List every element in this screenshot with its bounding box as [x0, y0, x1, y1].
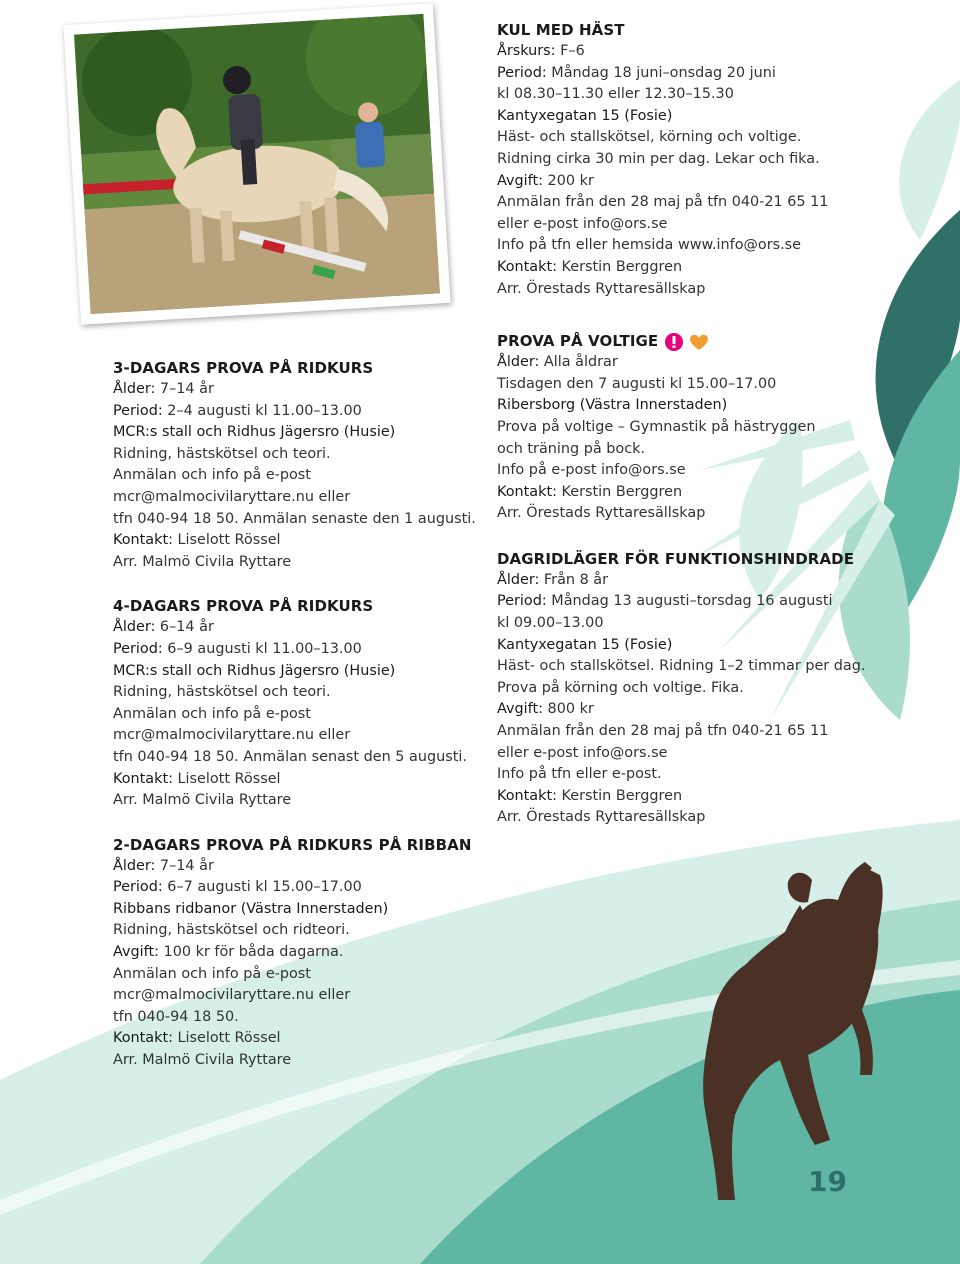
event-detail-line — [113, 725, 483, 747]
event-title — [497, 548, 857, 570]
detail-value: kl 09.00–13.00 — [497, 615, 604, 632]
event-detail-line — [497, 743, 857, 765]
detail-value: Arr. Örestads Ryttaresällskap — [497, 280, 706, 297]
event-detail-line — [113, 444, 483, 466]
event-detail-line — [113, 552, 483, 574]
event-detail-line — [497, 460, 857, 482]
event-detail-line — [113, 704, 483, 726]
detail-value: Ridning, hästskötsel och ridteori. — [113, 922, 350, 939]
detail-value: Anmälan från den 28 maj på tfn 040-21 65 11 — [497, 194, 829, 211]
event-detail-line — [497, 214, 857, 236]
detail-label: Ålder: — [497, 571, 540, 588]
event-title — [113, 834, 483, 856]
detail-value: Kantyxegatan 15 (Fosie) — [497, 636, 673, 653]
event-detail-line — [497, 699, 857, 721]
event-detail-line — [497, 63, 857, 85]
detail-value: Arr. Örestads Ryttaresällskap — [497, 809, 706, 826]
event-detail-line — [113, 1007, 483, 1029]
detail-value: 2–4 augusti kl 11.00–13.00 — [162, 402, 362, 419]
event-detail-line — [497, 503, 857, 525]
detail-value: Liselott Rössel — [172, 770, 281, 787]
event-detail-line — [113, 790, 483, 812]
event-detail-line — [113, 1028, 483, 1050]
event-detail-line — [497, 352, 857, 374]
event-detail-line — [497, 279, 857, 301]
event-detail-line — [113, 465, 483, 487]
detail-value: och träning på bock. — [497, 440, 646, 457]
heart-icon — [690, 334, 708, 349]
detail-value: Ridning cirka 30 min per dag. Lekar och fika. — [497, 150, 820, 167]
event-detail-line — [497, 807, 857, 829]
detail-value: kl 08.30–11.30 eller 12.30–15.30 — [497, 86, 734, 103]
event-detail-line — [497, 395, 857, 417]
detail-value: eller e-post info@ors.se — [497, 744, 668, 761]
event-title — [497, 19, 857, 41]
event-detail-line — [113, 856, 483, 878]
detail-value: Arr. Malmö Civila Ryttare — [113, 553, 292, 570]
detail-value: 6–7 augusti kl 15.00–17.00 — [162, 879, 362, 896]
detail-label: Period: — [113, 879, 163, 896]
event-detail-line — [497, 764, 857, 786]
detail-value: Måndag 13 augusti–torsdag 16 augusti — [546, 593, 833, 610]
teal-curl — [899, 80, 960, 240]
detail-value: Ribbans ridbanor (Västra Innerstaden) — [113, 900, 389, 917]
page-number: 19 — [808, 1165, 847, 1198]
event-detail-line — [113, 920, 483, 942]
left-column — [113, 357, 483, 1095]
detail-value: Prova på körning och voltige. Fika. — [497, 679, 744, 696]
detail-value: Anmälan och info på e-post — [113, 467, 311, 484]
event-detail-line — [113, 617, 483, 639]
detail-value: Anmälan från den 28 maj på tfn 040-21 65 11 — [497, 723, 829, 740]
detail-value: Ridning, hästskötsel och teori. — [113, 445, 331, 462]
detail-value: Kerstin Berggren — [556, 787, 683, 804]
event-section — [497, 330, 857, 525]
event-detail-line — [497, 656, 866, 678]
detail-label: Kontakt: — [113, 532, 173, 549]
detail-value: mcr@malmocivilaryttare.nu eller — [113, 488, 351, 505]
detail-value: 6–14 år — [155, 619, 214, 636]
detail-value: Info på e-post info@ors.se — [497, 462, 686, 479]
detail-label: Ålder: — [113, 857, 156, 874]
detail-label: Period: — [113, 640, 163, 657]
detail-value: MCR:s stall och Ridhus Jägersro (Husie) — [113, 424, 396, 441]
detail-value: 6–9 augusti kl 11.00–13.00 — [162, 640, 362, 657]
exclamation-icon — [665, 333, 683, 351]
event-detail-line — [113, 769, 483, 791]
detail-value: 7–14 år — [155, 381, 214, 397]
event-title-text: 4-DAGARS PROVA PÅ RIDKURS — [113, 597, 374, 616]
detail-value: Från 8 år — [539, 571, 609, 588]
event-detail-line — [113, 661, 483, 683]
detail-value: 800 kr — [542, 701, 594, 718]
detail-label: Period: — [497, 64, 547, 81]
detail-value: Häst- och stallskötsel, körning och voltige. — [497, 129, 802, 146]
event-detail-line — [497, 149, 857, 171]
detail-label: Kontakt: — [113, 770, 173, 787]
event-title-text: KUL MED HÄST — [497, 21, 625, 39]
detail-value: Alla åldrar — [539, 354, 618, 371]
event-detail-line — [113, 487, 483, 509]
detail-label: Avgift: — [113, 944, 159, 961]
event-title-text: DAGRIDLÄGER FÖR FUNKTIONSHINDRADE — [497, 549, 855, 568]
detail-value: Info på tfn eller e-post. — [497, 766, 662, 783]
event-detail-line — [113, 942, 483, 964]
event-title — [113, 357, 483, 379]
detail-value: Kerstin Berggren — [556, 483, 683, 500]
event-detail-line — [113, 985, 483, 1007]
event-detail-line — [113, 401, 483, 423]
detail-label: Period: — [497, 593, 547, 610]
detail-value: tfn 040-94 18 50. — [113, 1008, 239, 1025]
detail-value: 100 kr för båda dagarna. — [158, 944, 344, 961]
photo-illustration — [74, 14, 440, 314]
event-detail-line — [497, 786, 857, 808]
event-section — [497, 19, 857, 300]
detail-label: Ålder: — [497, 354, 540, 371]
detail-label: Avgift: — [497, 701, 543, 718]
event-title-text: 3-DAGARS PROVA PÅ RIDKURS — [113, 359, 374, 377]
event-detail-line — [113, 639, 483, 661]
detail-value: Tisdagen den 7 augusti kl 15.00–17.00 — [497, 375, 777, 392]
detail-value: MCR:s stall och Ridhus Jägersro (Husie) — [113, 662, 396, 679]
detail-label: Kontakt: — [497, 258, 557, 275]
detail-value: Arr. Örestads Ryttaresällskap — [497, 505, 706, 522]
event-detail-line — [497, 192, 857, 214]
event-detail-line — [497, 171, 857, 193]
detail-label: Kontakt: — [113, 1030, 173, 1047]
detail-label: Avgift: — [497, 172, 543, 189]
detail-value: Info på tfn eller hemsida www.info@ors.se — [497, 237, 802, 254]
detail-label: Period: — [113, 402, 163, 419]
event-detail-line — [497, 127, 857, 149]
detail-value: mcr@malmocivilaryttare.nu eller — [113, 987, 351, 1004]
event-detail-line — [113, 747, 483, 769]
right-column — [497, 19, 866, 852]
detail-value: Anmälan och info på e-post — [113, 705, 311, 722]
event-detail-line — [497, 84, 857, 106]
event-title — [497, 330, 857, 352]
event-detail-line — [497, 41, 857, 63]
detail-value: Ribersborg (Västra Innerstaden) — [497, 397, 728, 414]
detail-value: Anmälan och info på e-post — [113, 965, 311, 982]
detail-label: Årskurs: — [497, 43, 556, 59]
event-detail-line — [497, 678, 857, 700]
detail-value: Arr. Malmö Civila Ryttare — [113, 1052, 292, 1069]
detail-label: Kontakt: — [497, 483, 557, 500]
horse-riding-photo — [63, 3, 450, 324]
detail-value: Måndag 18 juni–onsdag 20 juni — [546, 64, 776, 81]
detail-value: Prova på voltige – Gymnastik på hästryggen — [497, 418, 816, 435]
event-detail-line — [497, 235, 857, 257]
detail-value: 200 kr — [542, 172, 594, 189]
event-detail-line — [113, 899, 483, 921]
event-detail-line — [497, 635, 857, 657]
detail-value: 7–14 år — [155, 857, 214, 874]
detail-value: Kantyxegatan 15 (Fosie) — [497, 107, 673, 124]
event-detail-line — [497, 721, 857, 743]
detail-value: Arr. Malmö Civila Ryttare — [113, 792, 292, 809]
detail-value: Kerstin Berggren — [556, 258, 683, 275]
detail-value: Ridning, hästskötsel och teori. — [113, 684, 331, 701]
event-detail-line — [113, 682, 483, 704]
event-detail-line — [113, 1050, 483, 1072]
detail-label: Ålder: — [113, 619, 156, 636]
event-detail-line — [497, 482, 857, 504]
event-detail-line — [113, 509, 483, 531]
event-detail-line — [497, 570, 857, 592]
event-section — [113, 357, 483, 573]
event-detail-line — [113, 530, 483, 552]
detail-value: tfn 040-94 18 50. Anmälan senaste den 1 augusti. — [113, 510, 476, 527]
event-section — [497, 548, 866, 829]
detail-label: Kontakt: — [497, 787, 557, 804]
detail-label: Ålder: — [113, 381, 156, 397]
event-section — [113, 834, 483, 1072]
event-detail-line — [113, 964, 483, 986]
event-detail-line — [497, 257, 857, 279]
event-detail-line — [497, 106, 857, 128]
event-section — [113, 595, 483, 811]
detail-value: tfn 040-94 18 50. Anmälan senast den 5 augusti. — [113, 748, 467, 765]
activity-icons — [664, 332, 712, 352]
event-detail-line — [113, 877, 483, 899]
detail-value: F–6 — [555, 43, 585, 59]
event-detail-line — [497, 374, 857, 396]
event-title-text: PROVA PÅ VOLTIGE — [497, 332, 659, 351]
event-title — [113, 595, 483, 617]
event-detail-line — [497, 591, 857, 613]
event-title-text: 2-DAGARS PROVA PÅ RIDKURS PÅ RIBBAN — [113, 835, 472, 854]
detail-value: Häst- och stallskötsel. Ridning 1–2 timmar per dag. — [497, 658, 866, 675]
event-detail-line — [497, 439, 857, 461]
event-detail-line — [113, 422, 483, 444]
detail-value: Liselott Rössel — [172, 532, 281, 549]
detail-value: mcr@malmocivilaryttare.nu eller — [113, 727, 351, 744]
detail-value: eller e-post info@ors.se — [497, 215, 668, 232]
event-detail-line — [113, 379, 483, 401]
detail-value: Liselott Rössel — [172, 1030, 281, 1047]
event-detail-line — [497, 417, 857, 439]
event-detail-line — [497, 613, 857, 635]
